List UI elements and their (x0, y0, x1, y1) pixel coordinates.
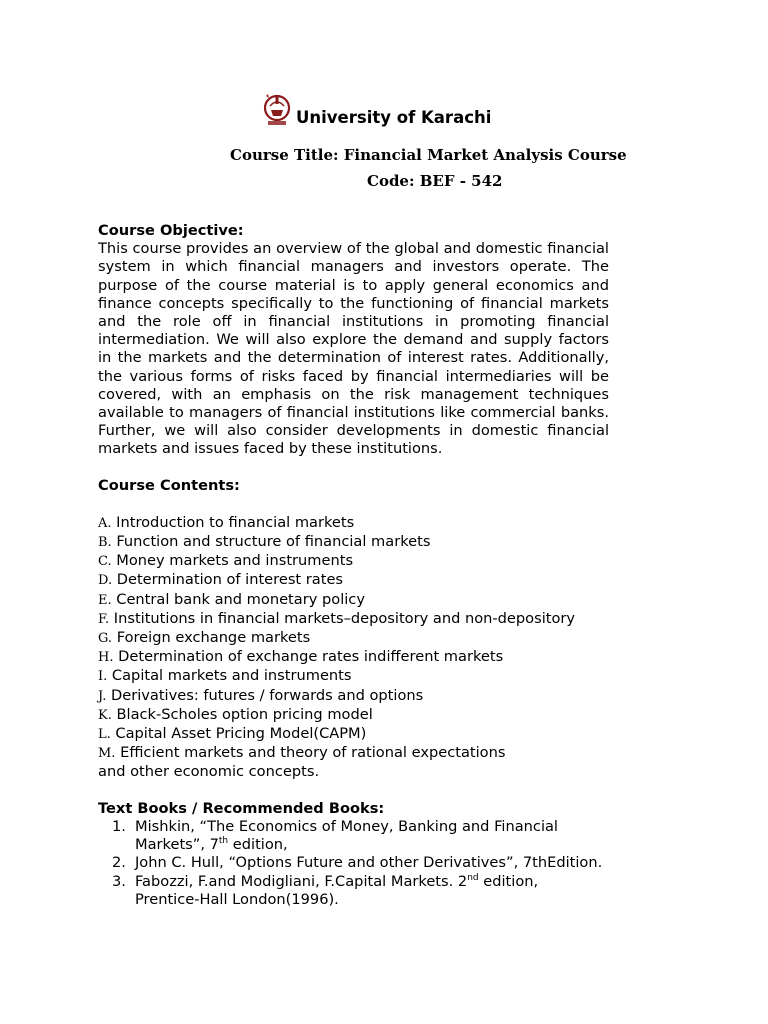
list-item: K. Black-Scholes option pricing model (98, 705, 373, 723)
university-logo-icon (262, 92, 292, 128)
list-item: M. Efficient markets and theory of rational expectations (98, 744, 506, 762)
list-item: F. Institutions in financial markets–depository and non-depository (98, 609, 576, 627)
university-name: University of Karachi (296, 107, 492, 127)
list-item: I. Capital markets and instruments (98, 667, 352, 685)
document-body (98, 222, 609, 909)
list-item-continuation: and other economic concepts. (98, 763, 320, 781)
books-list (98, 818, 658, 909)
contents-heading: Course Contents: (98, 476, 240, 494)
list-item: C. Money markets and instruments (98, 552, 354, 570)
list-item: A. Introduction to financial markets (98, 513, 355, 531)
list-item: B. Function and structure of financial markets (98, 533, 431, 551)
book-item: 1. Mishkin, “The Economics of Money, Banking and Financial Markets”, 7th edition, (112, 817, 558, 854)
list-item: H. Determination of exchange rates indifferent markets (98, 648, 504, 666)
objective-paragraph: This course provides an overview of the global and domestic financial system in which financial managers and investors operate. The purpose of the course material is to apply general economics and finance concepts specifically to the functioning of financial markets and the role off in financial institutions in promoting financial intermediation. We will also explore the demand and supply factors in the markets and the determination of interest rates. Additionally, the various forms of risks faced by financial intermediaries will be covered, with an emphasis on the risk management techniques available to managers of financial institutions like commercial banks. Further, we will also consider developments in domestic financial markets and issues faced by these institutions. (98, 240, 609, 458)
list-item: D. Determination of interest rates (98, 571, 344, 589)
university-header (262, 92, 491, 128)
list-item: J. Derivatives: futures / forwards and options (98, 686, 424, 704)
list-item: G. Foreign exchange markets (98, 629, 311, 647)
books-heading: Text Books / Recommended Books: (98, 799, 385, 817)
list-item: E. Central bank and monetary policy (98, 590, 365, 608)
course-title: Course Title: Financial Market Analysis Course (230, 146, 627, 164)
objective-heading: Course Objective: (98, 222, 244, 239)
book-item: 3. Fabozzi, F.and Modigliani, F.Capital Markets. 2nd edition, Prentice-Hall London(1996). (112, 872, 539, 908)
list-item: L. Capital Asset Pricing Model(CAPM) (98, 725, 367, 743)
course-code: Code: BEF - 542 (367, 172, 503, 190)
book-item: 2. John C. Hull, “Options Future and other Derivatives”, 7thEdition. (112, 854, 603, 872)
contents-list (98, 514, 658, 782)
